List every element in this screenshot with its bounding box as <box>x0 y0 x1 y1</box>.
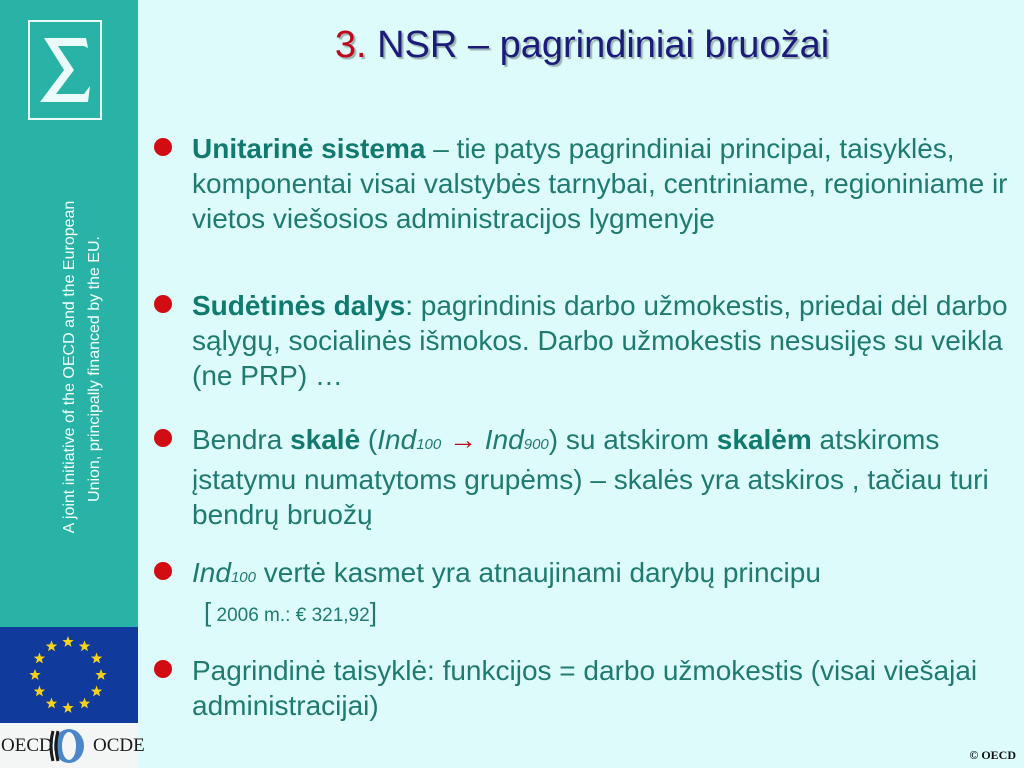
bullet-dot-icon <box>154 138 172 156</box>
ind-subscript: 100 <box>416 436 442 453</box>
bullet-item <box>152 288 1022 393</box>
ind-label: Ind <box>484 424 524 455</box>
oecd-logo-text: OECD <box>1 735 53 756</box>
eu-star-icon <box>29 669 40 680</box>
ind-label: Ind <box>377 424 417 455</box>
sidebar-initiative-line: A joint initiative of the OECD and the European <box>61 200 78 534</box>
bullet-text: – tie patys pagrindiniai principai, taisyklės, komponentai visai valstybės tarnybai, centriniame, regioniniame ir vietos viešosios administracijos lygmenyje <box>192 133 1008 234</box>
eu-star-icon <box>34 653 45 664</box>
oecd-swirl-icon <box>47 727 91 765</box>
bullet-bold-term: skalėm <box>716 424 812 455</box>
bullet-bold-term: skalė <box>290 424 361 455</box>
sidebar <box>0 0 138 627</box>
arrow-icon: → <box>441 424 485 455</box>
bullet-dot-icon <box>154 429 172 447</box>
bullet-text: ) su atskirom <box>548 424 717 455</box>
bracket-close: ] <box>369 597 377 627</box>
bullet-item <box>152 653 1022 723</box>
bullet-item <box>152 131 1022 236</box>
eu-star-icon <box>95 669 106 680</box>
bullet-note <box>192 595 1022 633</box>
copyright: © OECD <box>969 748 1016 762</box>
eu-star-icon <box>91 686 102 697</box>
eu-star-icon <box>91 653 102 664</box>
ind-subscript: 900 <box>523 436 549 453</box>
bullet-text: vertė kasmet yra atnaujinami darybų principu <box>255 557 821 588</box>
bullet-bold-term: Sudėtinės dalys <box>192 290 406 321</box>
bullet-text: Bendra <box>192 424 291 455</box>
bullet-item <box>152 555 1022 633</box>
bullet-text: atskiroms įstatymu numatytoms grupėms) – skalės yra atskiros , tačiau turi bendrų bruožų <box>192 424 989 530</box>
sidebar-financed-line: Union, principally financed by the EU. <box>86 236 103 502</box>
bracket-open: [ <box>204 597 212 627</box>
eu-star-icon <box>62 636 73 647</box>
bullet-text: : pagrindinis darbo užmokestis, priedai dėl darbo sąlygų, socialinės išmokos. Darbo užmokestis nesusijęs su veikla (ne PRP) … <box>192 290 1008 391</box>
ocde-logo-text: OCDE <box>93 735 145 756</box>
bullet-bold-term: Unitarinė sistema <box>192 133 426 164</box>
ind-subscript: 100 <box>230 569 256 586</box>
note-text: 2006 m.: € 321,92 <box>211 605 370 626</box>
title-text: NSR – pagrindiniai bruožai <box>377 24 830 66</box>
bullet-text: Pagrindinė taisyklė: funkcijos = darbo užmokestis (visai viešajai administracijai) <box>192 655 978 721</box>
eu-star-icon <box>34 686 45 697</box>
eu-stars-icon <box>0 627 138 723</box>
bullet-item <box>152 422 1022 532</box>
eu-star-icon <box>46 640 57 651</box>
eu-star-icon <box>79 640 90 651</box>
eu-star-icon <box>79 698 90 709</box>
bullet-text: ( <box>360 424 378 455</box>
oecd-logo <box>0 723 145 768</box>
bullet-dot-icon <box>154 295 172 313</box>
bullet-dot-icon <box>154 562 172 580</box>
ind-label: Ind <box>192 557 231 588</box>
eu-star-icon <box>62 702 73 713</box>
eu-star-icon <box>46 698 57 709</box>
slide-title <box>150 24 1014 67</box>
eu-flag-logo <box>0 627 138 723</box>
bullet-dot-icon <box>154 660 172 678</box>
title-number: 3. <box>334 24 367 66</box>
